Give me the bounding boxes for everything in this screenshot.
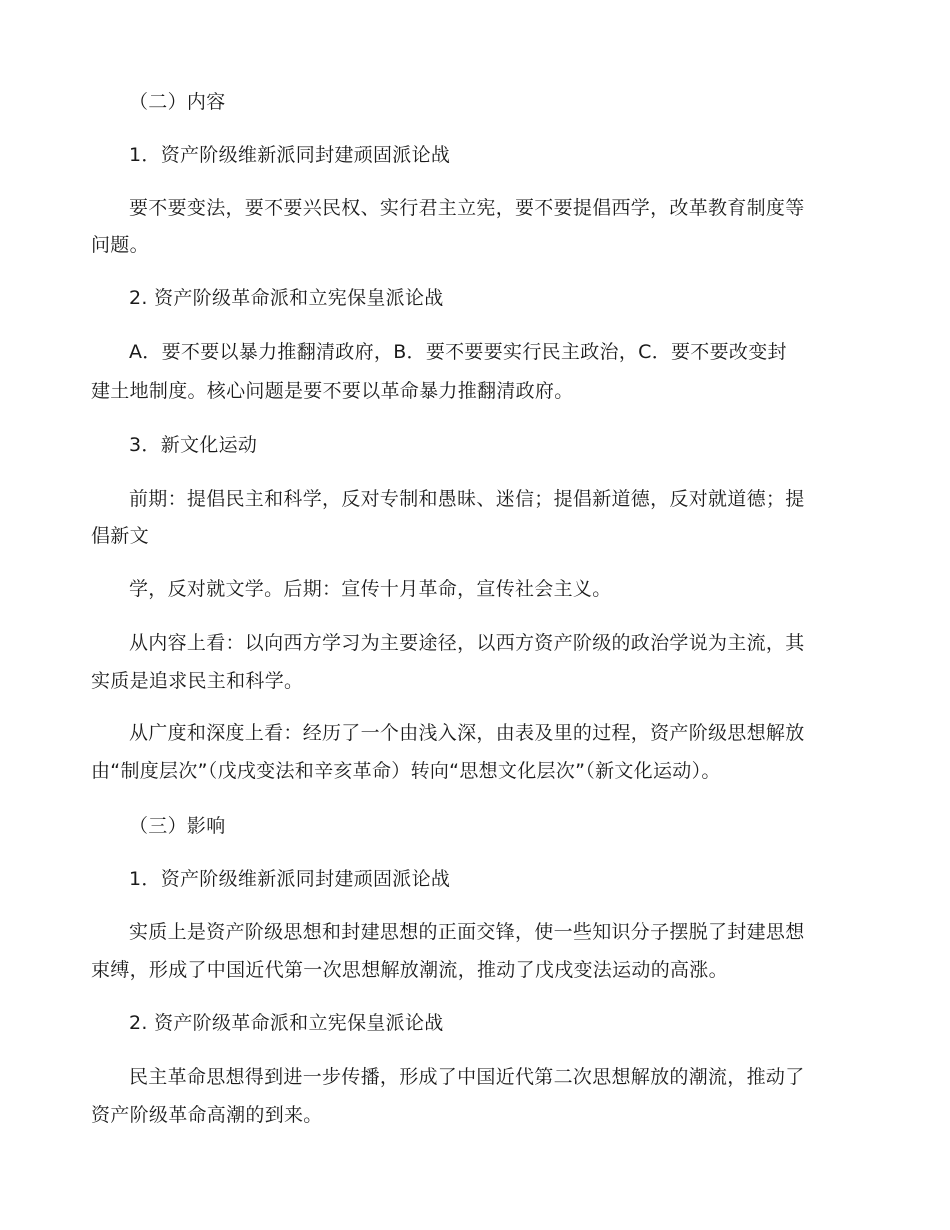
section-heading-content: （二）内容 xyxy=(129,91,226,113)
item-title-reform-debate: 1．资产阶级维新派同封建顽固派论战 xyxy=(129,868,451,890)
paragraph-line: 实质上是资产阶级思想和封建思想的正面交锋，使一些知识分子摆脱了封建思想 xyxy=(129,921,805,943)
paragraph-line: 前期：提倡民主和科学，反对专制和愚昧、迷信；提倡新道德，反对就道德；提 xyxy=(129,488,805,510)
item-title-new-culture: 3．新文化运动 xyxy=(129,434,258,456)
paragraph-line: 从内容上看：以向西方学习为主要途径，以西方资产阶级的政治学说为主流，其 xyxy=(129,632,805,654)
paragraph-line: 民主革命思想得到进一步传播，形成了中国近代第二次思想解放的潮流，推动了 xyxy=(129,1066,805,1088)
item-title-revolution-debate: 2. 资产阶级革命派和立宪保皇派论战 xyxy=(129,1012,444,1034)
paragraph-line: 要不要变法，要不要兴民权、实行君主立宪，要不要提倡西学，改革教育制度等 xyxy=(129,197,805,219)
paragraph-line: 从广度和深度上看：经历了一个由浅入深，由表及里的过程，资产阶级思想解放 xyxy=(129,722,805,744)
paragraph-line: 学，反对就文学。后期：宣传十月革命，宣传社会主义。 xyxy=(129,578,612,600)
item-title-reform-debate: 1．资产阶级维新派同封建顽固派论战 xyxy=(129,144,451,166)
paragraph-line: 由“制度层次”（戊戌变法和辛亥革命）转向“思想文化层次”（新文化运动）。 xyxy=(91,760,721,782)
paragraph-line: 实质是追求民主和科学。 xyxy=(91,670,304,692)
paragraph-line: 束缚，形成了中国近代第一次思想解放潮流，推动了戊戌变法运动的高涨。 xyxy=(91,959,728,981)
paragraph-line: 建土地制度。核心问题是要不要以革命暴力推翻清政府。 xyxy=(91,380,574,402)
paragraph-line: 问题。 xyxy=(91,234,149,256)
paragraph-line: 资产阶级革命高潮的到来。 xyxy=(91,1104,323,1126)
paragraph-line: A．要不要以暴力推翻清政府，B．要不要要实行民主政治，C．要不要改变封 xyxy=(129,341,787,363)
section-heading-impact: （三）影响 xyxy=(129,815,226,837)
item-title-revolution-debate: 2. 资产阶级革命派和立宪保皇派论战 xyxy=(129,287,444,309)
paragraph-line: 倡新文 xyxy=(91,525,149,547)
